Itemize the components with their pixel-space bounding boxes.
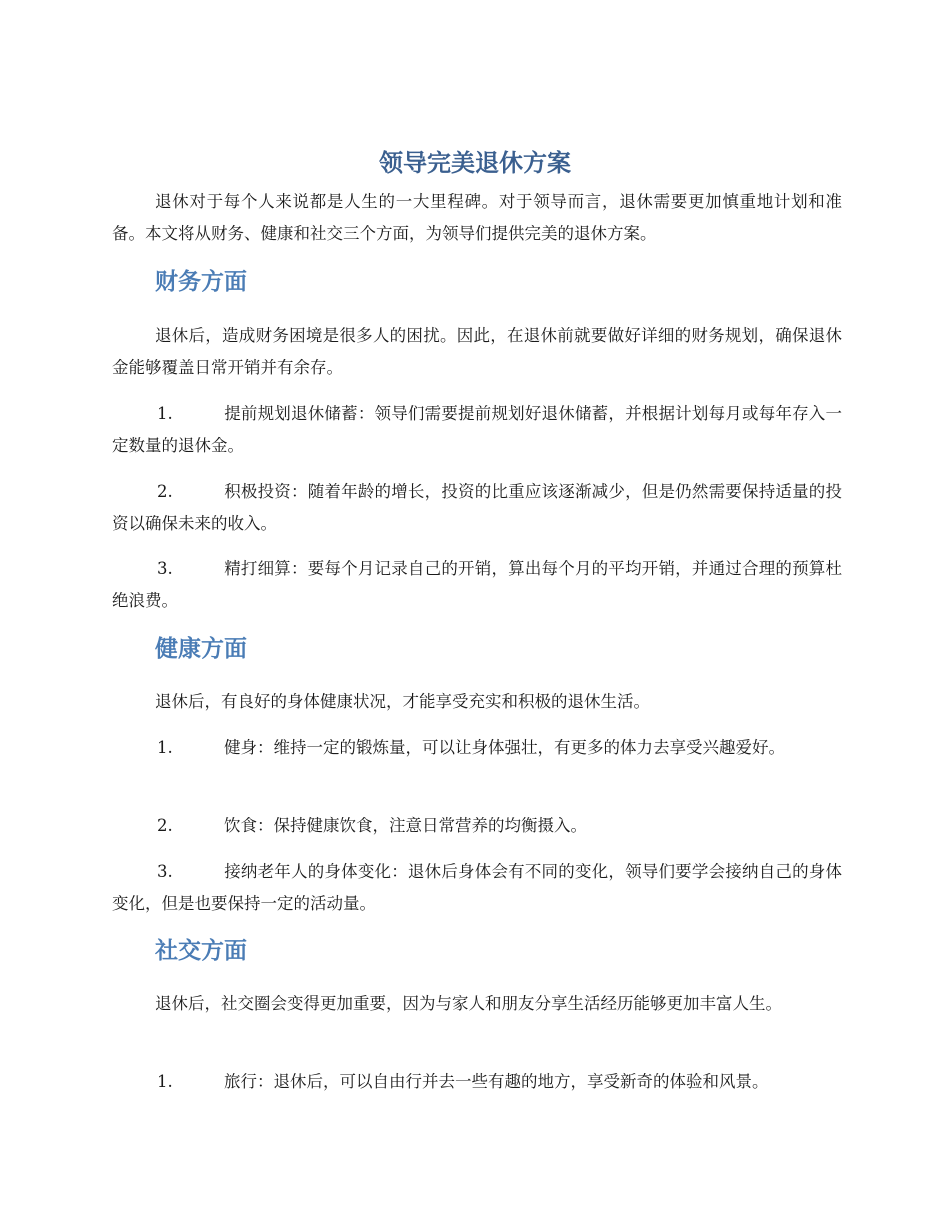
list-item — [112, 476, 842, 540]
list-item — [112, 1066, 842, 1098]
list-text: 接纳老年人的身体变化：退休后身体会有不同的变化，领导们要学会接纳自己的身体变化，但是也要保持一定的活动量。 — [112, 862, 842, 913]
section-paragraph-health: 退休后，有良好的身体健康状况，才能享受充实和积极的退休生活。 — [155, 692, 650, 711]
list-number: 1. — [157, 738, 173, 757]
list-text: 精打细算：要每个月记录自己的开销，算出每个月的平均开销，并通过合理的预算杜绝浪费。 — [112, 559, 842, 610]
list-item — [112, 553, 842, 617]
section-heading-health: 健康方面 — [155, 636, 247, 662]
list-item — [112, 810, 842, 842]
section-heading-finance: 财务方面 — [155, 269, 247, 295]
list-text: 健身：维持一定的锻炼量，可以让身体强壮，有更多的体力去享受兴趣爱好。 — [224, 738, 785, 757]
intro-paragraph: 退休对于每个人来说都是人生的一大里程碑。对于领导而言，退休需要更加慎重地计划和准备。本文将从财务、健康和社交三个方面，为领导们提供完美的退休方案。 — [112, 192, 842, 243]
list-number: 1. — [157, 1072, 173, 1091]
document-title: 领导完美退休方案 — [379, 149, 571, 177]
list-number: 3. — [157, 862, 173, 881]
list-number: 2. — [157, 482, 173, 501]
section-paragraph-finance: 退休后，造成财务困境是很多人的困扰。因此，在退休前就要做好详细的财务规划，确保退休金能够覆盖日常开销并有余存。 — [112, 326, 842, 377]
list-text: 积极投资：随着年龄的增长，投资的比重应该逐渐减少，但是仍然需要保持适量的投资以确保未来的收入。 — [112, 482, 842, 533]
list-text: 提前规划退休储蓄：领导们需要提前规划好退休储蓄，并根据计划每月或每年存入一定数量的退休金。 — [112, 404, 842, 455]
list-text: 旅行：退休后，可以自由行并去一些有趣的地方，享受新奇的体验和风景。 — [224, 1072, 769, 1091]
list-number: 3. — [157, 559, 173, 578]
section-heading-social: 社交方面 — [155, 938, 247, 964]
section-paragraph-social: 退休后，社交圈会变得更加重要，因为与家人和朋友分享生活经历能够更加丰富人生。 — [155, 994, 782, 1013]
list-number: 2. — [157, 816, 173, 835]
list-number: 1. — [157, 404, 173, 423]
list-item — [112, 732, 842, 764]
list-text: 饮食：保持健康饮食，注意日常营养的均衡摄入。 — [224, 816, 587, 835]
list-item — [112, 856, 842, 920]
list-item — [112, 398, 842, 462]
